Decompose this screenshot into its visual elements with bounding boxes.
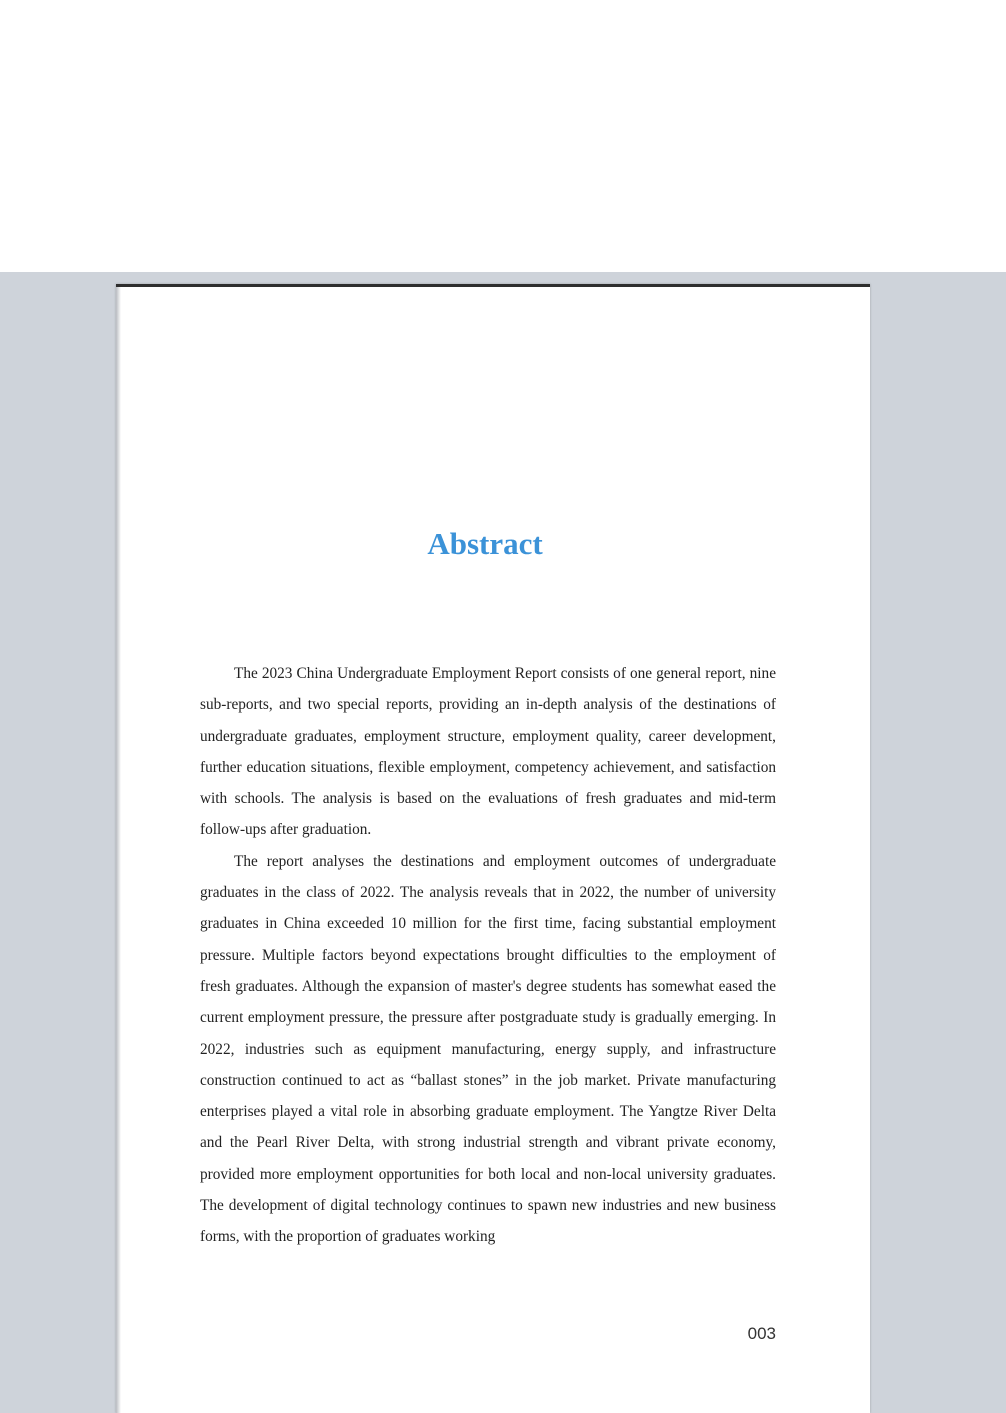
paragraph-2: The report analyses the destinations and employment outcomes of undergraduate graduates in the class of 2022. The analysis reveals that in 2022, the number of university graduates in China exceeded 10 million for the first time, facing substantial employment pressure. Multiple factors beyond expectations brought difficulties to the employment of fresh graduates. Although the expansion of master's degree students has somewhat eased the current employment pressure, the pressure after postgraduate study is gradually emerging. In 2022, industries such as equipment manufacturing, energy supply, and infrastructure construction continued to act as “ballast stones” in the job market. Private manufacturing enterprises played a vital role in absorbing graduate employment. The Yangtze River Delta and the Pearl River Delta, with strong industrial strength and vibrant private economy, provided more employment opportunities for both local and non-local university graduates. The development of digital technology continues to spawn new industries and new business forms, with the proportion of graduates working (200, 852, 776, 1246)
page-number: 003 (747, 1324, 776, 1343)
paragraph-1: The 2023 China Undergraduate Employment Report consists of one general report, nine sub-reports, and two special reports, providing an in-depth analysis of the destinations of undergraduate graduates, employment structure, employment quality, career development, further education situations, flexible employment, competency achievement, and satisfaction with schools. The analysis is based on the evaluations of fresh graduates and mid-term follow-ups after graduation. (200, 665, 776, 839)
page-top-edge (116, 284, 870, 287)
page-binding-shadow (116, 287, 121, 1413)
page-title: Abstract (427, 526, 543, 561)
document-page (116, 284, 870, 1413)
abstract-body (200, 658, 776, 1253)
